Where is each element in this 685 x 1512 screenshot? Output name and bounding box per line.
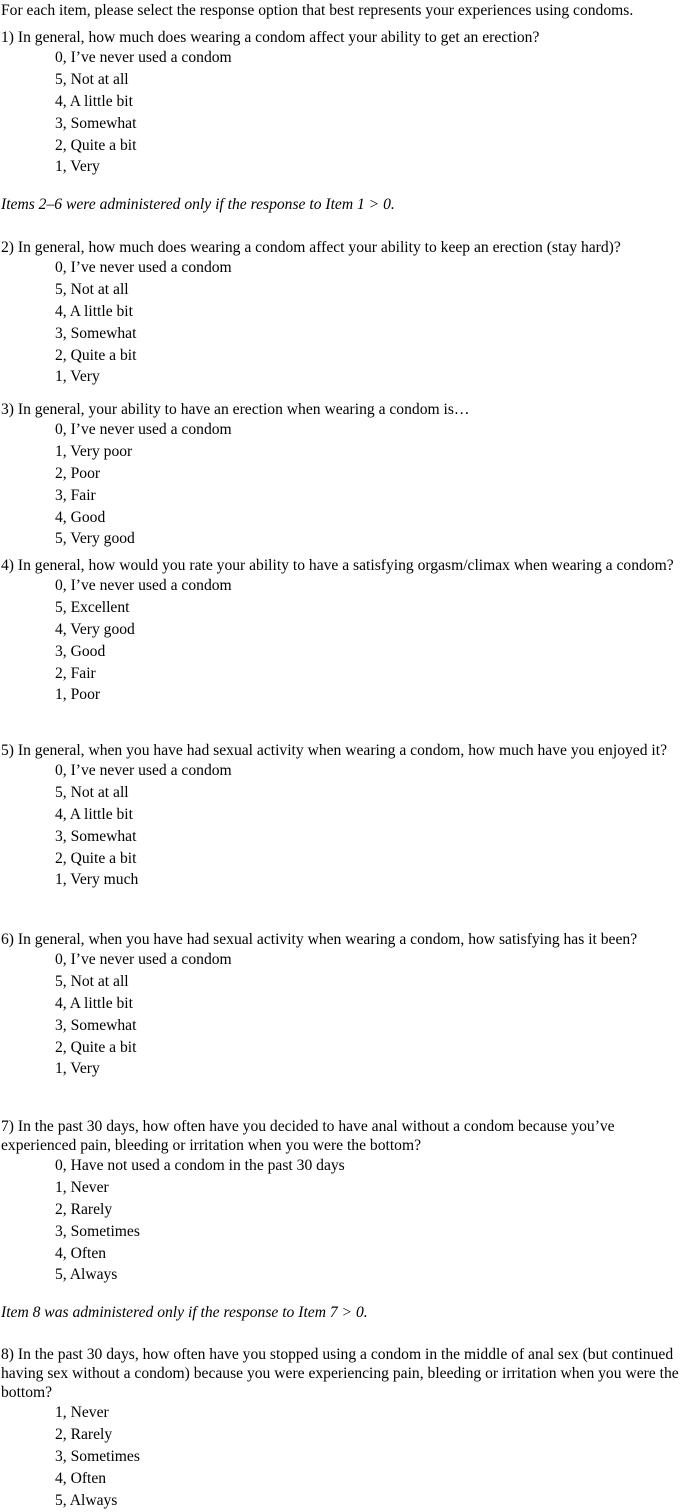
option-list <box>1 48 683 179</box>
option[interactable]: 0, Have not used a condom in the past 30 days <box>55 1157 345 1174</box>
option[interactable]: 4, Good <box>55 508 106 526</box>
option[interactable]: 4, A little bit <box>55 302 133 320</box>
option-list <box>1 950 683 1081</box>
option[interactable]: 3, Somewhat <box>55 114 137 132</box>
option-list <box>1 761 683 892</box>
option[interactable]: 5, Not at all <box>55 972 129 990</box>
item-7 <box>0 1117 685 1287</box>
item-3 <box>0 400 685 551</box>
condition-note: Items 2–6 were administered only if the response to Item 1 > 0. <box>1 196 395 213</box>
option[interactable]: 4, Often <box>55 1469 107 1487</box>
option[interactable]: 3, Fair <box>55 486 96 504</box>
option-list <box>1 576 683 707</box>
option[interactable]: 0, I’ve never used a condom <box>55 951 232 968</box>
option[interactable]: 5, Always <box>55 1491 118 1509</box>
option[interactable]: 5, Very good <box>55 530 135 548</box>
option[interactable]: 4, A little bit <box>55 805 133 823</box>
option[interactable]: 4, A little bit <box>55 92 133 110</box>
option[interactable]: 2, Quite a bit <box>55 849 137 867</box>
question-text: 4) In general, how would you rate your ability to have a satisfying orgasm/climax when wearing a condom? <box>1 557 674 574</box>
option[interactable]: 0, I’ve never used a condom <box>55 259 232 276</box>
option[interactable]: 5, Not at all <box>55 280 129 298</box>
option-list <box>1 1403 683 1512</box>
question-text: 3) In general, your ability to have an erection when wearing a condom is… <box>1 401 470 418</box>
option[interactable]: 1, Very poor <box>55 442 133 460</box>
option[interactable]: 0, I’ve never used a condom <box>55 762 232 779</box>
option[interactable]: 3, Somewhat <box>55 1016 137 1034</box>
question-text: 2) In general, how much does wearing a condom affect your ability to keep an erection (stay hard)? <box>1 239 621 256</box>
option[interactable]: 1, Poor <box>55 686 101 704</box>
option[interactable]: 2, Fair <box>55 664 96 682</box>
question-text: 8) In the past 30 days, how often have you stopped using a condom in the middle of anal sex (but continued having sex without a condom) because you were experiencing pain, bleeding or irritation when you were the bottom? <box>1 1346 679 1401</box>
option-list <box>1 258 683 389</box>
option[interactable]: 1, Very <box>55 158 100 176</box>
option[interactable]: 3, Sometimes <box>55 1447 140 1465</box>
item-5 <box>0 741 685 892</box>
question-text: 1) In general, how much does wearing a condom affect your ability to get an erection? <box>1 29 540 46</box>
option[interactable]: 1, Never <box>55 1404 109 1421</box>
item-6 <box>0 930 685 1081</box>
option[interactable]: 2, Quite a bit <box>55 136 137 154</box>
condition-note: Item 8 was administered only if the response to Item 7 > 0. <box>1 1304 368 1321</box>
option[interactable]: 5, Not at all <box>55 783 129 801</box>
option[interactable]: 1, Very <box>55 368 100 386</box>
option-list <box>1 1156 683 1287</box>
item-2 <box>0 238 685 389</box>
item-1 <box>0 28 685 179</box>
question-text: 6) In general, when you have had sexual activity when wearing a condom, how satisfying has it been? <box>1 931 638 948</box>
option[interactable]: 5, Not at all <box>55 70 129 88</box>
option[interactable]: 4, Very good <box>55 620 135 638</box>
question-text: 5) In general, when you have had sexual activity when wearing a condom, how much have you enjoyed it? <box>1 742 667 759</box>
option[interactable]: 4, Often <box>55 1244 107 1262</box>
option[interactable]: 3, Somewhat <box>55 827 137 845</box>
instructions: For each item, please select the response option that best represents your experiences using condoms. <box>1 2 634 19</box>
item-8 <box>0 1345 685 1512</box>
option[interactable]: 1, Never <box>55 1178 109 1196</box>
option-list <box>1 420 683 551</box>
option[interactable]: 4, A little bit <box>55 994 133 1012</box>
option[interactable]: 2, Quite a bit <box>55 346 137 364</box>
option[interactable]: 5, Always <box>55 1266 118 1284</box>
option[interactable]: 1, Very much <box>55 871 139 889</box>
item-4 <box>0 556 685 707</box>
option[interactable]: 2, Rarely <box>55 1425 113 1443</box>
question-text: 7) In the past 30 days, how often have you decided to have anal without a condom because you’ve experienced pain, bleeding or irritation when you were the bottom? <box>1 1118 615 1154</box>
option[interactable]: 2, Quite a bit <box>55 1038 137 1056</box>
option[interactable]: 2, Poor <box>55 464 101 482</box>
option[interactable]: 0, I’ve never used a condom <box>55 577 232 594</box>
option[interactable]: 5, Excellent <box>55 598 130 616</box>
option[interactable]: 2, Rarely <box>55 1200 113 1218</box>
option[interactable]: 3, Somewhat <box>55 324 137 342</box>
option[interactable]: 1, Very <box>55 1060 100 1078</box>
option[interactable]: 0, I’ve never used a condom <box>55 49 232 66</box>
option[interactable]: 3, Good <box>55 642 106 660</box>
option[interactable]: 0, I’ve never used a condom <box>55 421 232 438</box>
option[interactable]: 3, Sometimes <box>55 1222 140 1240</box>
